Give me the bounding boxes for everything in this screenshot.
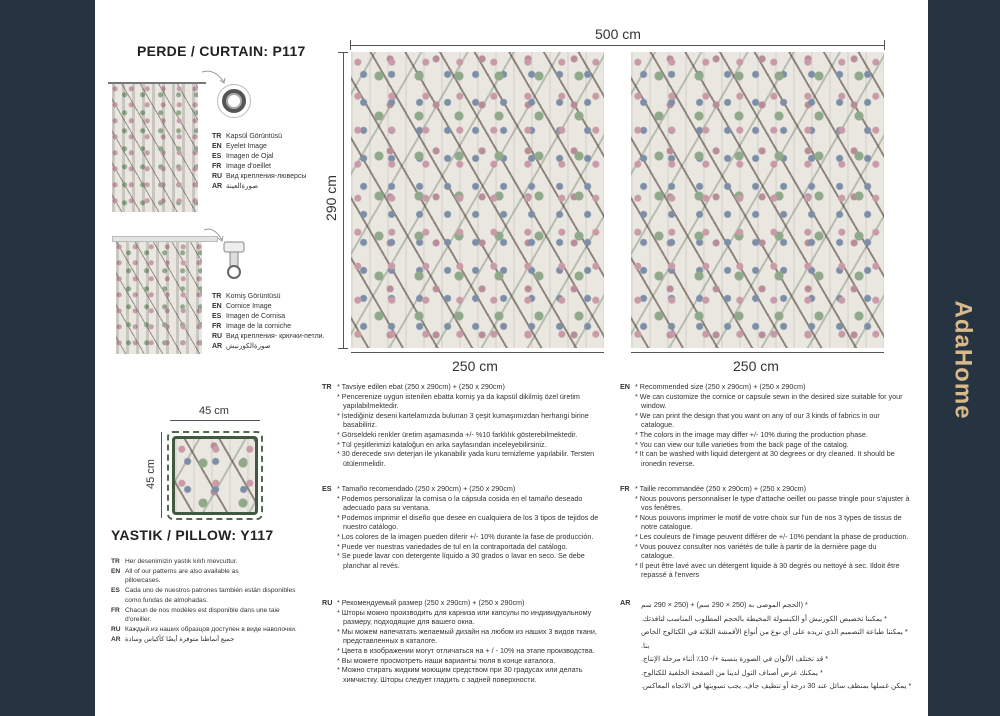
panel-width-left-label: 250 cm [452,358,498,374]
dimension-tick [884,40,885,50]
panel-width-line [631,352,884,353]
curved-arrow-icon [200,68,228,86]
pillow-note-row: RU Каждый из наших образцов доступен в виде наволочки. [111,625,297,633]
legend-row: FR Image d'oeillet [212,163,271,170]
dimension-tick [338,52,348,53]
panel-width-right-label: 250 cm [733,358,779,374]
info-block-fr: FR * Taille recommandée (250 x 290cm) + (250 x 290cm) * Nous pouvons personnaliser le type d'attache oeillet ou passe tringle pour s'ajuster à vos fenêtres. * Nous pouvons imprimer le motif de votre choix sur l'un de nos 3 types de tissus de notre catalogue. * Les couleurs de l'image peuvent différer de +/- 10% pendant la phase de production. * Vous pouvez consulter nos variétés de tulle à partir de la dernière page du catalogue. * Il peut être lavé avec un détergent liquide à 30 degrés ou nettoyé à sec. Ildoit être repassé à l'envers [620,484,910,580]
legend-row: ES Imagen de Ojal [212,153,274,160]
pillow-image [172,436,258,515]
info-block-ru: RU * Рекомендуемый размер (250 x 290cm) + (250 x 290cm) * Шторы можно производить для карниза или капсулы по индивидуальному размеру, подходящие для вашего окна. * Мы можем напечатать желаемый дизайн на любом из наших 3 видов ткани, представленных в каталоге. * Цвета в изображении могут отличаться на + / - 10% на этапе производства. * Вы можете просмотреть наши варианты тюля в конце каталога. * Можно стирать жидким моющим средством при 30 градусах или делать химчистку. Шторы следует гладить с задней поверхности. [322,598,597,684]
legend-row: TR Korniş Görüntüsü [212,293,281,300]
eyelet-ring-icon [222,89,246,113]
height-line [343,52,344,348]
info-block-tr: TR * Tavsiye edilen ebat (250 x 290cm) + (250 x 290cm) * Pencerenize uygun istenilen ebatta korniş ya da kapsül dikilmiş özel üretim yapılabilmektedir. * İstediğiniz deseni kartelamızda bulunan 3 çeşit kumaşımızdan herhangi birine basabiliriz. * Görseldeki renkler üretim aşamasında +/- %10 farklılık gösterebilmektedir. * Tül çeşitlerimizi kataloğun en arka sayfasından inceleyebilirsiniz. * 30 derecede sıvı deterjan ile yıkanabilir yada kuru temizleme yapılabilir. Tersten ütülenmelidir. [322,382,595,468]
total-width-label: 500 cm [595,26,641,42]
brand-logo: AdaHome [950,300,977,420]
curtain-panel-left [351,52,604,348]
height-label: 290 cm [323,175,339,221]
cornice-legend [212,292,325,352]
pillow-notes [111,557,297,644]
legend-row: ES Imagen de Cornisa [212,313,286,320]
panel-width-line [351,352,604,353]
curtain-panel-right [631,52,884,348]
legend-row: TR Kapsül Görüntüsü [212,133,283,140]
dimension-tick [350,40,351,50]
pillow-height-line [161,432,162,518]
pillow-width-line [170,420,260,421]
legend-row: EN Eyelet Image [212,143,267,150]
cornice-curtain-thumbnail [116,242,202,354]
legend-row: EN Cornice Image [212,303,272,310]
total-width-line [350,45,884,46]
pillow-note-row: pillowcases. [125,577,161,585]
pillow-note-row: d'oreiller. [125,616,152,624]
pillow-note-row: FR Chacun de nos modèles est disponible dans une taie [111,606,280,614]
eyelet-legend [212,132,306,192]
pillow-note-row: ES Cada uno de nuestros patrones también están disponibles [111,587,296,595]
info-block-ar: AR * (الحجم الموصى به (250 × 290 سم) + (250 × 290 سم * يمكننا تخصيص الكورنيش أو الكبسولة المخيطة بالحجم المطلوب المناسب لنافذتك. * يمكننا طباعة التصميم الذي تريده على أي نوع من أنواع الأقمشة الثلاثة في الكتالوج الخاص بنا. * قد تختلف الألوان في الصورة بنسبة +/- 10٪ أثناء مرحلة الإنتاج. * يمكنك عرض أصناف التول لدينا من الصفحة الخلفية للكتالوج. * يمكن غسلها بمنظف سائل عند 30 درجة أو تنظيف جاف. يجب تسويتها في الاتجاه المعاكس. [620,598,912,690]
legend-row: AR صورةالعينة [212,183,259,190]
pillow-note-row: TR Her desenimizin yastık kılıfı mevcuttur. [111,558,238,565]
dimension-tick [338,348,348,349]
legend-row: AR صورةالكورنيش [212,343,271,350]
legend-row: FR Image de la corniche [212,323,291,330]
legend-row: RU Вид крепления-люверсы [212,173,307,180]
pillow-width-label: 45 cm [199,405,229,417]
pillow-height-label: 45 cm [145,459,157,489]
pillow-note-row: EN All of our patterns are also available as [111,567,239,575]
pillow-note-row: como fundas de almohadas. [125,596,208,604]
curtain-title: PERDE / CURTAIN: P117 [137,43,306,59]
info-block-en: EN * Recommended size (250 x 290cm) + (250 x 290cm) * We can customize the cornice or capsule sewn in the desired size suitable for your window. * We can print the design that you want on any of our 3 kinds of fabrics in our catalogue. * The colors in the image may differ +/- 10% during the production phase. * You can view our tulle varieties from the back page of the catalog. * It can be washed with liquid detergent at 30 degrees or dry cleaned. It should be ironedin reverse. [620,382,903,468]
pillow-note-row: AR جميع أنماطنا متوفرة أيضًا كأكياس وسادة [111,635,235,643]
cornice-hook-icon [222,240,246,280]
eyelet-curtain-thumbnail [112,84,198,212]
pillow-title: YASTIK / PILLOW: Y117 [111,527,274,543]
info-block-es: ES * Tamaño recomendado (250 x 290cm) + (250 x 290cm) * Podemos personalizar la cornisa o la cápsula cosida en el tamaño deseado adecuado para su ventana. * Podemos imprimir el diseño que desee en cualquiera de los 3 tipos de tejidos de nuestro catálogo. * Los colores de la imagen pueden diferir +/- 10% durante la fase de producción. * Puede ver nuestras variedades de tul en la contraportada del catálogo. * Se puede lavar con detergente líquido a 30 grados o lavar en seco. Se debe planchar al revés. [322,484,599,570]
legend-row: RU Вид крепления- крючки-петли. [212,333,325,340]
